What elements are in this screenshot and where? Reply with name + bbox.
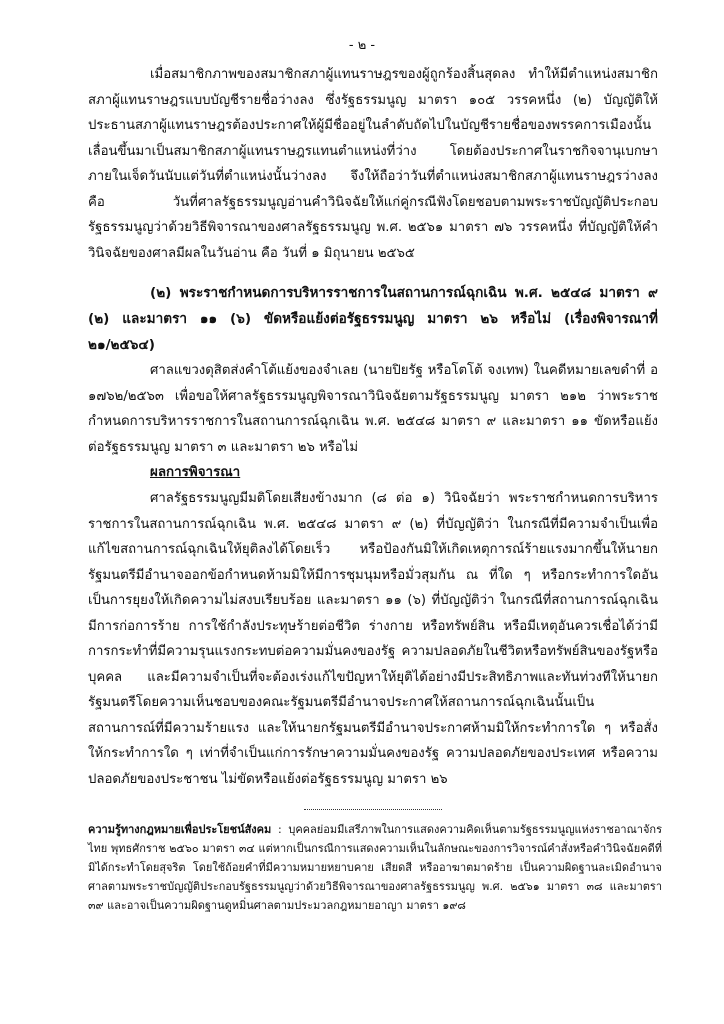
case-paragraph: ศาลแขวงดุสิตส่งคำโต้แย้งของจำเลย (นายปิยรัฐ หรือโตโต้ จงเทพ) ในคดีหมายเลขดำที่ อ ๑๗๖๒/๒๕๖๓ เพื่อขอให้ศาลรัฐธรรมนูญพิจารณาวินิจฉัยตามรัฐธรรมนูญ มาตรา ๒๑๒ ว่าพระราชกำหนดการบริหารราชการในสถานการณ์ฉุกเฉิน พ.ศ. ๒๕๔๘ มาตรา ๙ และมาตรา ๑๑ ขัดหรือแย้งต่อรัฐธรรมนูญ มาตรา ๓ และมาตรา ๒๖ หรือไม่ <box>88 363 658 455</box>
section1-paragraph: เมื่อสมาชิกภาพของสมาชิกสภาผู้แทนราษฎรของผู้ถูกร้องสิ้นสุดลง ทำให้มีตำแหน่งสมาชิกสภาผู้แทนราษฎรแบบบัญชีรายชื่อว่างลง ซึ่งรัฐธรรมนูญ มาตรา ๑๐๕ วรรคหนึ่ง (๒) บัญญัติให้ประธานสภาผู้แทนราษฎรต้องประกาศให้ผู้มีชื่ออยู่ในลำดับถัดไปในบัญชีรายชื่อของพรรคการเมืองนั้นเลื่อนขึ้นมาเป็นสมาชิกสภาผู้แทนราษฎรแทนตำแหน่งที่ว่าง โดยต้องประกาศในราชกิจจานุเบกษาภายในเจ็ดวันนับแต่วันที่ตำแหน่งนั้นว่างลง จึงให้ถือว่าวันที่ตำแหน่งสมาชิกสภาผู้แทนราษฎรว่างลง คือ วันที่ศาลรัฐธรรมนูญอ่านคำวินิจฉัยให้แก่คู่กรณีฟังโดยชอบตามพระราชบัญญัติประกอบรัฐธรรมนูญว่าด้วยวิธีพิจารณาของศาลรัฐธรรมนูญ พ.ศ. ๒๕๖๑ มาตรา ๗๖ วรรคหนึ่ง ที่บัญญัติให้คำวินิจฉัยของศาลมีผลในวันอ่าน คือ วันที่ ๑ มิถุนายน ๒๕๖๕ <box>88 67 658 261</box>
result-heading: ผลการพิจารณา <box>150 465 241 480</box>
result-paragraph: ศาลรัฐธรรมนูญมีมติโดยเสียงข้างมาก (๘ ต่อ ๑) วินิจฉัยว่า พระราชกำหนดการบริหารราชการในสถานการณ์ฉุกเฉิน พ.ศ. ๒๕๔๘ มาตรา ๙ (๒) ที่บัญญัติว่า ในกรณีที่มีความจำเป็นเพื่อแก้ไขสถานการณ์ฉุกเฉินให้ยุติลงได้โดยเร็ว หรือป้องกันมิให้เกิดเหตุการณ์ร้ายแรงมากขึ้นให้นายกรัฐมนตรีมีอำนาจออกข้อกำหนดห้ามมิให้มีการชุมนุมหรือมั่วสุมกัน ณ ที่ใด ๆ หรือกระทำการใดอันเป็นการยุยงให้เกิดความไม่สงบเรียบร้อย และมาตรา ๑๑ (๖) ที่บัญญัติว่า ในกรณีที่สถานการณ์ฉุกเฉินมีการก่อการร้าย การใช้กำลังประทุษร้ายต่อชีวิต ร่างกาย หรือทรัพย์สิน หรือมีเหตุอันควรเชื่อได้ว่ามีการกระทำที่มีความรุนแรงกระทบต่อความมั่นคงของรัฐ ความปลอดภัยในชีวิตหรือทรัพย์สินของรัฐหรือบุคคล และมีความจำเป็นที่จะต้องเร่งแก้ไขปัญหาให้ยุติได้อย่างมีประสิทธิภาพและทันท่วงทีให้นายกรัฐมนตรีโดยความเห็นชอบของคณะรัฐมนตรีมีอำนาจประกาศให้สถานการณ์ฉุกเฉินนั้นเป็นสถานการณ์ที่มีความร้ายแรง และให้นายกรัฐมนตรีมีอำนาจประกาศห้ามมิให้กระทำการใด ๆ หรือสั่งให้กระทำการใด ๆ เท่าที่จำเป็นแก่การรักษาความมั่นคงของรัฐ ความปลอดภัยของประเทศ หรือความปลอดภัยของประชาชน ไม่ขัดหรือแย้งต่อรัฐธรรมนูญ มาตรา ๒๖ <box>88 491 658 787</box>
page-number: - ๒ - <box>348 38 376 53</box>
dotted-separator <box>304 808 442 810</box>
footnote-title: ความรู้ทางกฎหมายเพื่อประโยชน์สังคม <box>88 823 272 836</box>
footnote-text: : บุคคลย่อมมีเสรีภาพในการแสดงความคิดเห็นตามรัฐธรรมนูญแห่งราชอาณาจักรไทย พุทธศักราช ๒๕๖๐ มาตรา ๓๔ แต่หากเป็นกรณีการแสดงความเห็นในลักษณะของการวิจารณ์คำสั่งหรือคำวินิจฉัยคดีที่มิได้กระทำโดยสุจริต โดยใช้ถ้อยคำที่มีความหมายหยาบคาย เสียดสี หรืออาฆาตมาดร้าย เป็นความผิดฐานละเมิดอำนาจศาลตามพระราชบัญญัติประกอบรัฐธรรมนูญว่าด้วยวิธีพิจารณาของศาลรัฐธรรมนูญ พ.ศ. ๒๕๖๑ มาตรา ๓๘ และมาตรา ๓๙ และอาจเป็นความผิดฐานดูหมิ่นศาลตามประมวลกฎหมายอาญา มาตรา ๑๙๘ <box>88 823 663 912</box>
legal-knowledge-footnote <box>88 820 662 915</box>
case-heading: (๒) พระราชกำหนดการบริหารราชการในสถานการณ์ฉุกเฉิน พ.ศ. ๒๕๔๘ มาตรา ๙ (๒) และมาตรา ๑๑ (๖) ขัดหรือแย้งต่อรัฐธรรมนูญ มาตรา ๒๖ หรือไม่ (เรื่องพิจารณาที่ ๒๑/๒๕๖๔) <box>88 285 658 353</box>
document-body <box>88 62 658 810</box>
